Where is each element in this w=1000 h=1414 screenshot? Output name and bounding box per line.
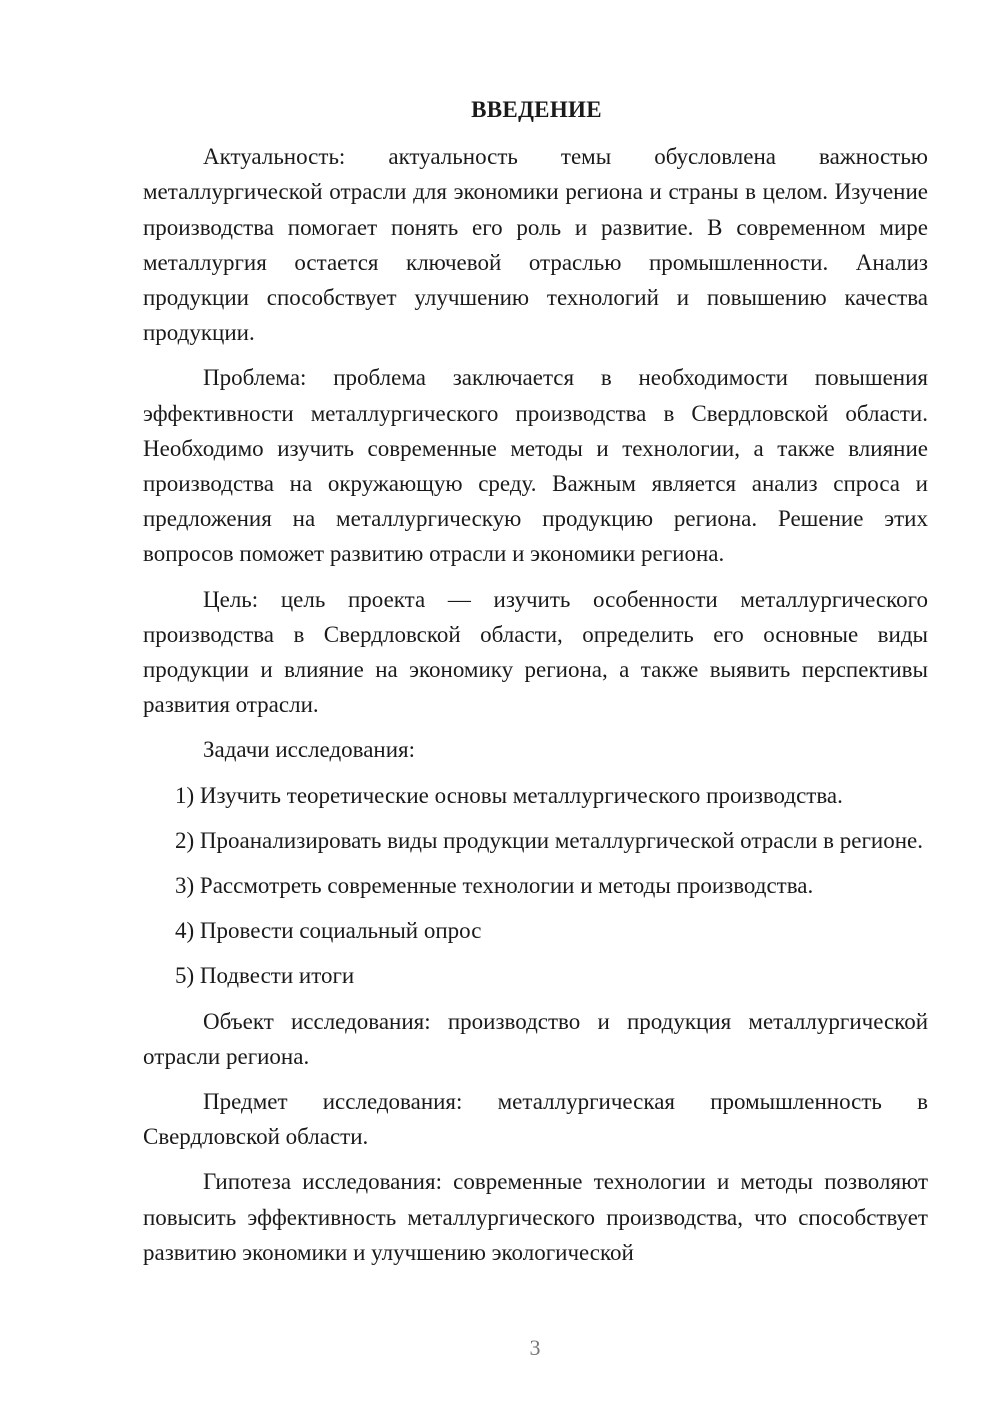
relevance-paragraph: Актуальность: актуальность темы обусловлена важностью металлургической отрасли для экономики региона и страны в целом. Изучение производства помогает понять его роль и развитие. В современном мире металлургия остается ключевой отраслью промышленности. Анализ продукции способствует улучшению технологий и повышению качества продукции. xyxy=(143,144,928,346)
task-item: 5) Подвести итоги xyxy=(175,963,355,989)
task-item: 2) Проанализировать виды продукции металлургической отрасли в регионе. xyxy=(175,827,923,853)
goal-paragraph: Цель: цель проекта — изучить особенности металлургического производства в Свердловской области, определить его основные виды продукции и влияние на экономику региона, а также выявить перспективы развития отрасли. xyxy=(143,586,928,718)
subject-paragraph: Предмет исследования: металлургическая промышленность в Свердловской области. xyxy=(143,1089,928,1150)
hypothesis-paragraph: Гипотеза исследования: современные технологии и методы позволяют повысить эффективность металлургического производства, что способствует развитию экономики и улучшению экологической xyxy=(143,1169,928,1265)
page-content xyxy=(143,92,928,1280)
task-item: 4) Провести социальный опрос xyxy=(175,918,482,944)
task-item: 3) Рассмотреть современные технологии и методы производства. xyxy=(175,873,814,899)
problem-paragraph: Проблема: проблема заключается в необходимости повышения эффективности металлургического производства в Свердловской области. Необходимо изучить современные методы и технологии, а также влияние производства на окружающую среду. Важным является анализ спроса и предложения на металлургическую продукцию региона. Решение этих вопросов поможет развитию отрасли и экономики региона. xyxy=(143,365,928,567)
task-item: 1) Изучить теоретические основы металлургического производства. xyxy=(175,782,843,808)
tasks-heading: Задачи исследования: xyxy=(203,737,416,763)
page-title: ВВЕДЕНИЕ xyxy=(471,97,602,122)
page-number: 3 xyxy=(529,1335,541,1360)
object-paragraph: Объект исследования: производство и продукция металлургической отрасли региона. xyxy=(143,1008,928,1069)
